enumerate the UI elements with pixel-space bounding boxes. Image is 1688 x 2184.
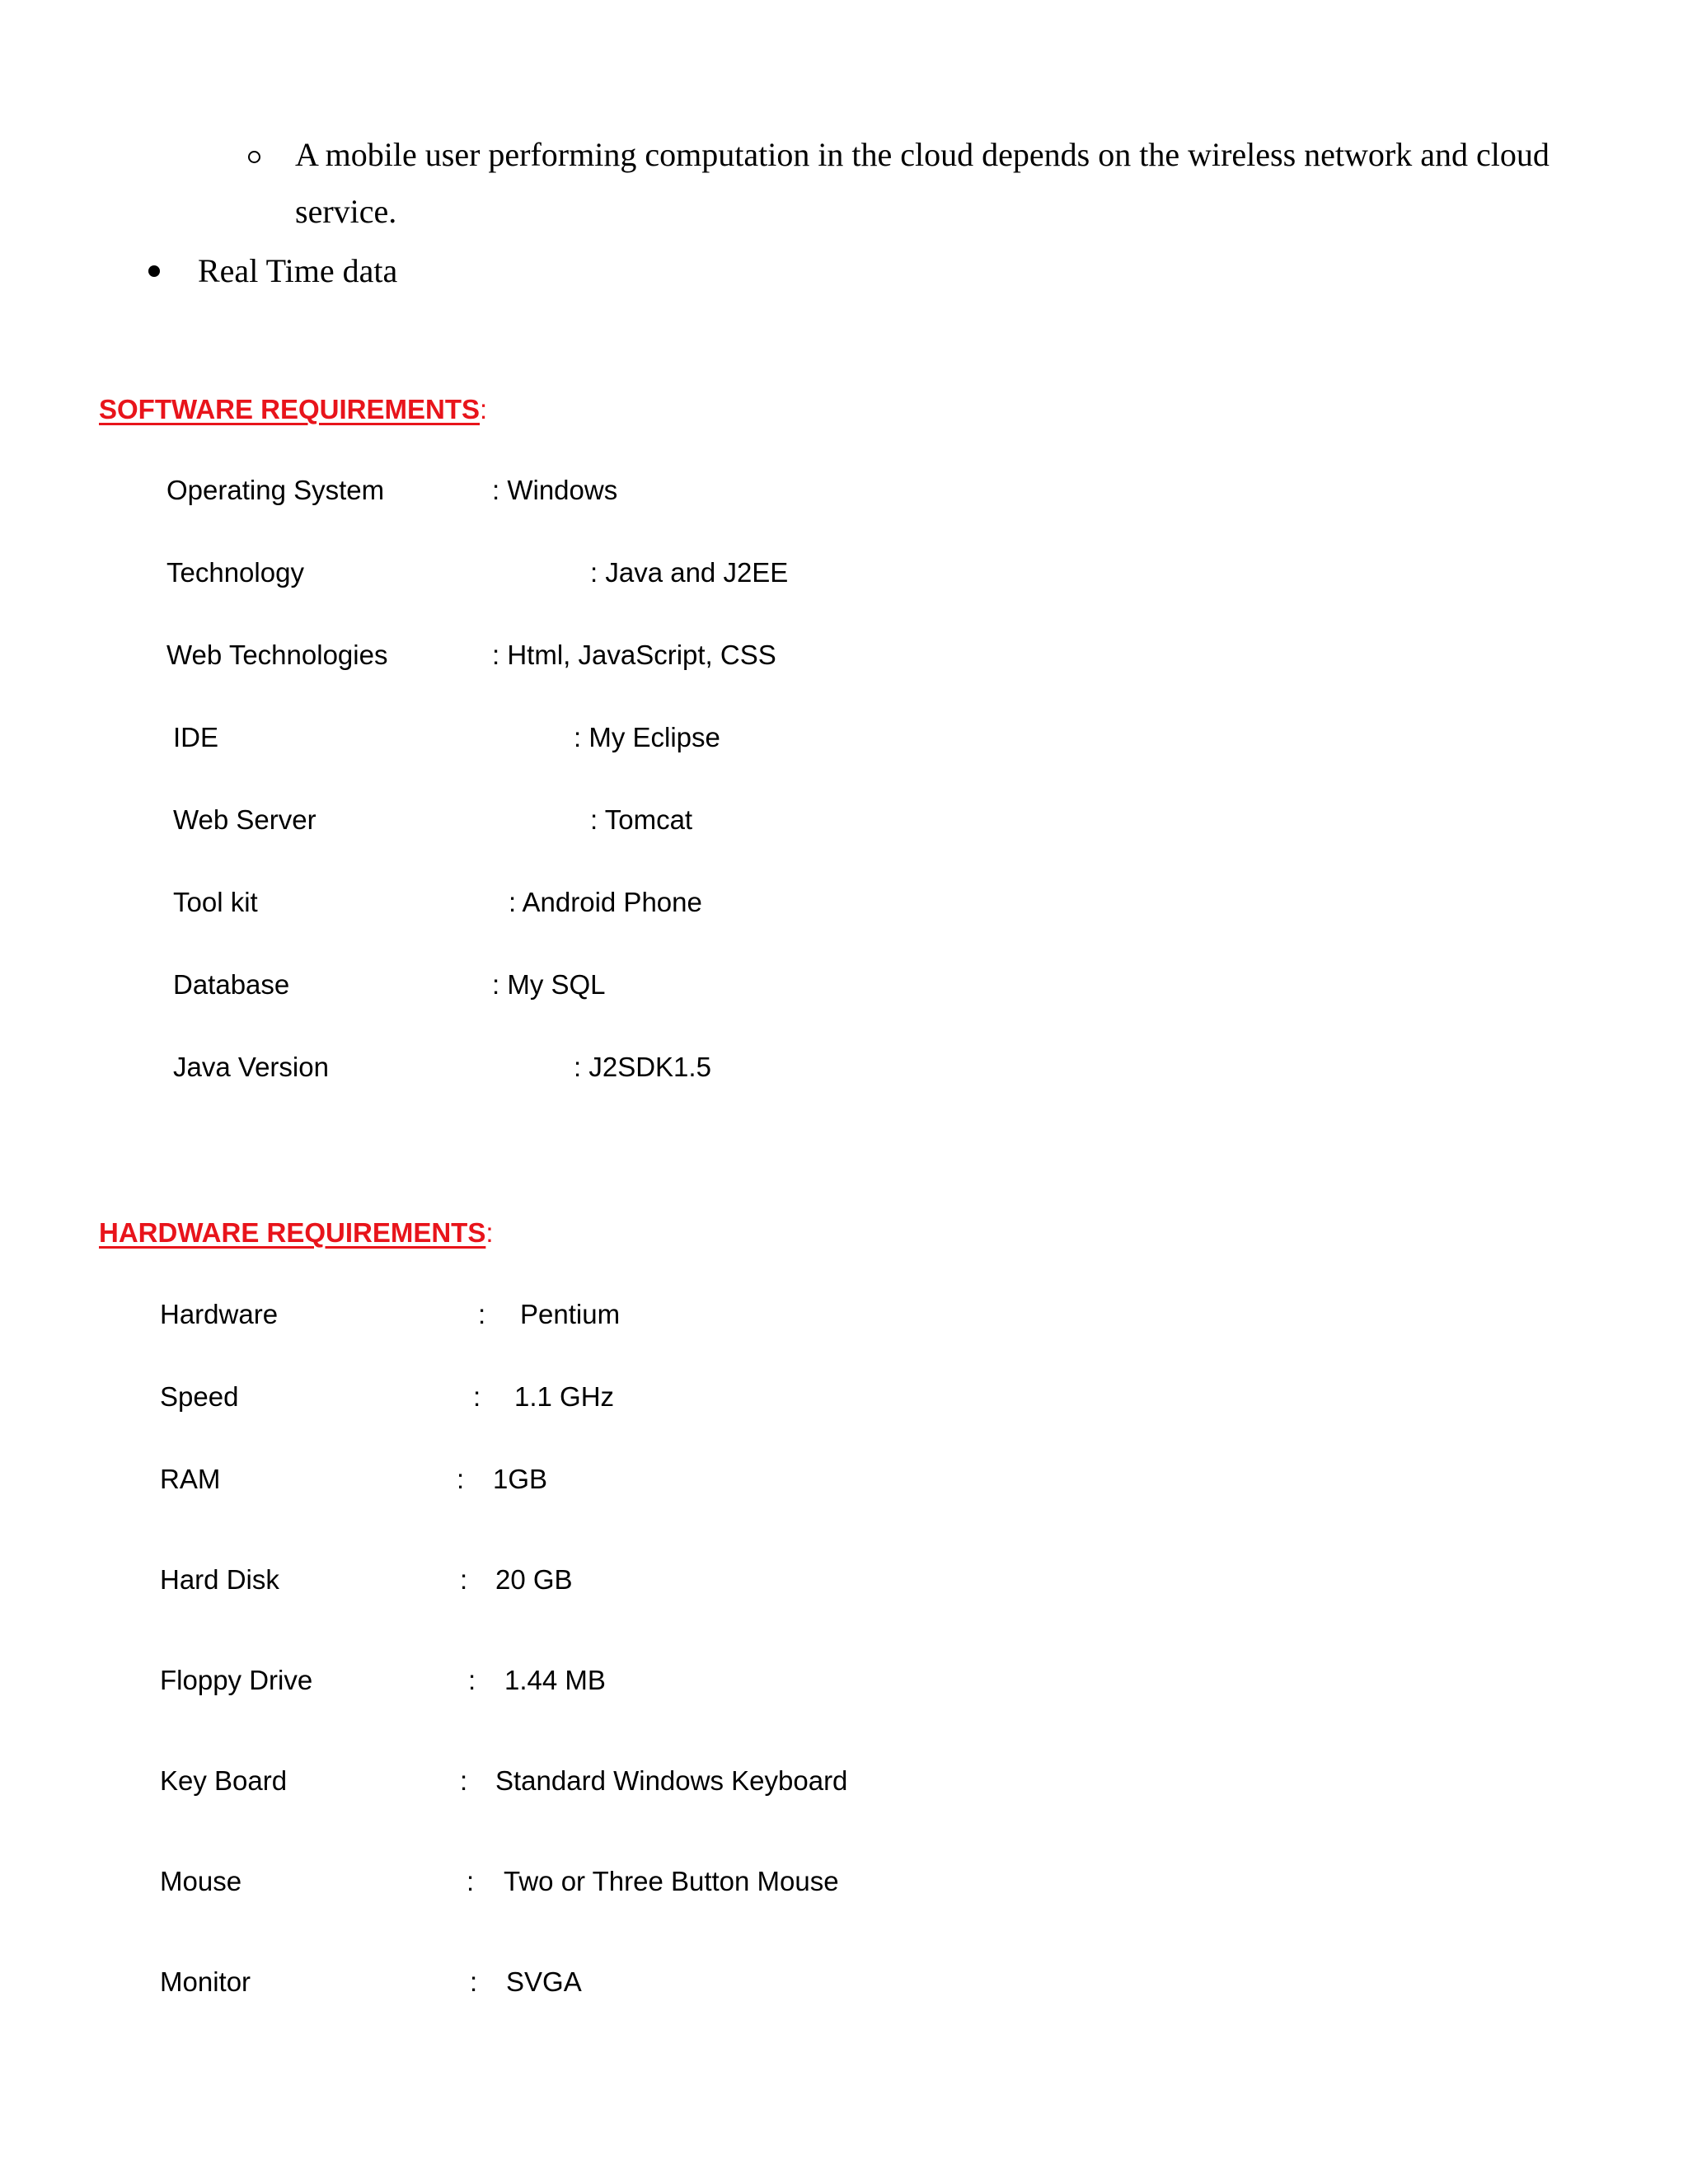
hw-sep-keyboard: : bbox=[460, 1765, 468, 1796]
hw-value-monitor: SVGA bbox=[506, 1966, 582, 1997]
hardware-heading-text: HARDWARE REQUIREMENTS bbox=[99, 1217, 486, 1248]
hw-label-monitor: Monitor bbox=[160, 1966, 251, 1997]
sw-value-technology: : Java and J2EE bbox=[590, 557, 789, 588]
software-requirements-heading bbox=[99, 396, 487, 423]
hw-sep-hard-disk: : bbox=[460, 1564, 468, 1595]
bullet-text-real-time-data: Real Time data bbox=[198, 252, 398, 289]
sw-label-ide: IDE bbox=[173, 722, 219, 752]
disc-bullet-icon bbox=[148, 265, 160, 277]
sw-label-web-server: Web Server bbox=[173, 804, 316, 835]
sub-bullet-text-line1: A mobile user performing computation in the cloud depends on the wireless network and cloud bbox=[295, 136, 1550, 173]
sw-label-technology: Technology bbox=[166, 557, 304, 588]
hw-label-keyboard: Key Board bbox=[160, 1765, 288, 1796]
hw-value-speed: 1.1 GHz bbox=[514, 1381, 615, 1412]
hw-sep-floppy-drive: : bbox=[468, 1665, 476, 1695]
sw-value-java-version: : J2SDK1.5 bbox=[574, 1052, 711, 1082]
sw-label-java-version: Java Version bbox=[173, 1052, 329, 1082]
sw-value-web-server: : Tomcat bbox=[590, 804, 693, 835]
sw-value-operating-system: : Windows bbox=[492, 475, 618, 505]
hw-value-keyboard: Standard Windows Keyboard bbox=[495, 1765, 848, 1796]
sw-label-database: Database bbox=[173, 969, 290, 1000]
hw-label-ram: RAM bbox=[160, 1464, 221, 1494]
hw-label-speed: Speed bbox=[160, 1381, 239, 1412]
hw-sep-mouse: : bbox=[467, 1866, 475, 1896]
hw-value-hard-disk: 20 GB bbox=[495, 1564, 573, 1595]
hw-value-mouse: Two or Three Button Mouse bbox=[504, 1866, 839, 1896]
hw-sep-speed: : bbox=[473, 1381, 481, 1412]
sw-label-operating-system: Operating System bbox=[166, 475, 385, 505]
hw-sep-hardware: : bbox=[478, 1299, 486, 1329]
hw-sep-ram: : bbox=[457, 1464, 465, 1494]
sub-bullet-text-line2: service. bbox=[295, 193, 397, 230]
hw-label-hardware: Hardware bbox=[160, 1299, 279, 1329]
hw-label-mouse: Mouse bbox=[160, 1866, 242, 1896]
software-heading-text: SOFTWARE REQUIREMENTS bbox=[99, 394, 481, 424]
hw-sep-monitor: : bbox=[470, 1966, 478, 1997]
circle-bullet-icon bbox=[248, 151, 260, 163]
sw-value-database: : My SQL bbox=[492, 969, 606, 1000]
sw-value-ide: : My Eclipse bbox=[574, 722, 720, 752]
hw-value-hardware: Pentium bbox=[520, 1299, 621, 1329]
sw-label-tool-kit: Tool kit bbox=[173, 887, 258, 917]
sw-value-web-technologies: : Html, JavaScript, CSS bbox=[492, 640, 776, 670]
sw-label-web-technologies: Web Technologies bbox=[166, 640, 388, 670]
hardware-requirements-heading bbox=[99, 1219, 494, 1246]
hardware-heading-colon: : bbox=[485, 1217, 494, 1248]
hw-value-floppy-drive: 1.44 MB bbox=[504, 1665, 606, 1695]
hw-value-ram: 1GB bbox=[493, 1464, 548, 1494]
hw-label-hard-disk: Hard Disk bbox=[160, 1564, 279, 1595]
sw-value-tool-kit: : Android Phone bbox=[509, 887, 702, 917]
hw-label-floppy-drive: Floppy Drive bbox=[160, 1665, 313, 1695]
software-heading-colon: : bbox=[480, 394, 488, 424]
